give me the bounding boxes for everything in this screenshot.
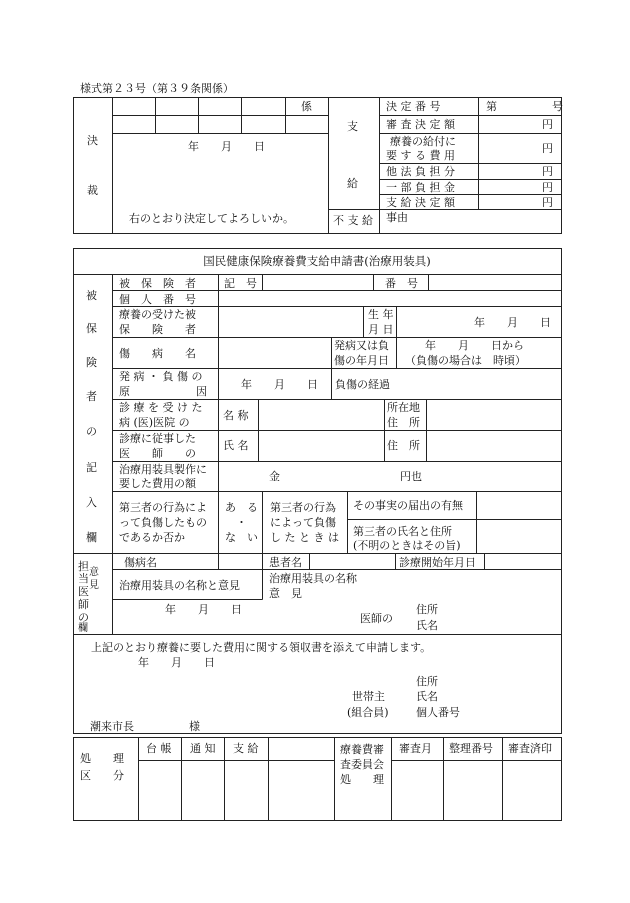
col-seiri-bangou: 整理番号 bbox=[449, 742, 493, 755]
col-shinsa-tsuki: 審査月 bbox=[399, 742, 432, 755]
bangou-label: 番 号 bbox=[385, 277, 418, 290]
ryoyo-hihokensha-2: 保 険 者 bbox=[119, 323, 196, 336]
shikyu-label-2: 給 bbox=[347, 177, 358, 190]
doctor-side-4: 師 bbox=[78, 598, 89, 611]
shikyu-label-1: 支 bbox=[347, 120, 358, 133]
cause-label-1: 発 病 ・ 負 傷 の bbox=[119, 370, 203, 383]
hiyo-label-1: 治療用装具製作に bbox=[119, 463, 207, 476]
col-shikyu: 支 給 bbox=[233, 742, 259, 755]
ryoyo-hihokensha-1: 療養の受けた被 bbox=[119, 308, 196, 321]
kumiai-label: (組合員) bbox=[347, 706, 389, 719]
shinsa-label-1: 療養費審 bbox=[340, 743, 384, 756]
keika-label: 負傷の経過 bbox=[335, 378, 390, 391]
kin-label: 金 bbox=[269, 470, 280, 483]
shikyu-kettei-label: 支 給 決 定 額 bbox=[386, 196, 455, 209]
birth-label-1: 生 年 bbox=[368, 308, 394, 321]
ichibu-yen: 円 bbox=[542, 181, 553, 194]
doctor-shimei: 氏名 bbox=[416, 619, 438, 632]
fushikyu-label: 不 支 給 bbox=[333, 214, 373, 227]
col-tsuchi: 通 知 bbox=[190, 742, 216, 755]
side-label-4: 者 bbox=[86, 390, 97, 403]
shobyo-label: 傷 病 名 bbox=[119, 347, 196, 360]
shinsa-gaku-label: 審 査 決 定 額 bbox=[386, 118, 455, 131]
kakari-label: 係 bbox=[301, 100, 312, 113]
shikyu-kettei-yen: 円 bbox=[542, 196, 553, 209]
shinsa-gaku-yen: 円 bbox=[542, 118, 553, 131]
tahou-yen: 円 bbox=[542, 165, 553, 178]
shinsa-label-3: 処 理 bbox=[340, 773, 384, 786]
onset-label-2: 傷の年月日 bbox=[334, 354, 389, 367]
kojin-bangou-label: 個 人 番 号 bbox=[119, 293, 196, 306]
setainushi-label: 世帯主 bbox=[352, 690, 385, 703]
kigou-label: 記 号 bbox=[224, 277, 257, 290]
doctor-jusho: 住所 bbox=[416, 603, 438, 616]
daisan-when-1: 第三者の行為 bbox=[270, 501, 336, 514]
onset-label-1: 発病又は負 bbox=[334, 339, 389, 352]
birth-label-2: 月 日 bbox=[368, 323, 394, 336]
hihokensha-label: 被 保 険 者 bbox=[119, 277, 196, 290]
sougu-meisho-label: 治療用装具の名称 bbox=[269, 572, 357, 585]
daisan-label-1: 第三者の行為によ bbox=[119, 501, 207, 514]
declaration-text: 上記のとおり療養に要した費用に関する領収書を添えて申請します。 bbox=[91, 641, 432, 654]
side-label-6: 記 bbox=[86, 461, 97, 474]
kessai-label-1: 決 bbox=[87, 134, 98, 147]
side-label-5: の bbox=[86, 425, 97, 438]
start-date-label: 診療開始年月日 bbox=[399, 556, 476, 569]
col-shinsa-zumi: 審査済印 bbox=[508, 742, 552, 755]
ishi-jusho-label: 住 所 bbox=[387, 439, 420, 452]
cause-label-2: 原 因 bbox=[119, 385, 207, 398]
side-label-7: 入 bbox=[86, 496, 97, 509]
kessai-approve-text: 右のとおり決定してよろしいか。 bbox=[129, 212, 294, 225]
form-number: 様式第２３号（第３９条関係） bbox=[80, 82, 234, 95]
side-label-8: 欄 bbox=[86, 531, 97, 544]
shori-label-2: 区 分 bbox=[80, 769, 124, 782]
doctor-side-2: 当 bbox=[78, 572, 89, 585]
ishi-no-label: 医師の bbox=[360, 612, 393, 625]
daisan-when-2: によって負傷 bbox=[270, 516, 336, 529]
ryoyo-hiyo-label-2: 要 す る 費 用 bbox=[386, 149, 455, 162]
shori-label-1: 処 理 bbox=[80, 752, 124, 765]
sougu-iken-label: 治療用装具の名称と意見 bbox=[119, 579, 240, 592]
ishi-shimei-label: 氏 名 bbox=[223, 439, 249, 452]
cause-date: 年 月 日 bbox=[241, 378, 318, 391]
iken-label: 意 見 bbox=[269, 587, 302, 600]
byoin-label-1: 診 療 を 受 け た bbox=[119, 401, 203, 414]
ichibu-label: 一 部 負 担 金 bbox=[386, 181, 455, 194]
doctor-side-1: 担 bbox=[78, 560, 89, 573]
ryoyo-hiyo-label-1: 療養の給付に bbox=[390, 135, 456, 148]
shozaichi-label-2: 住 所 bbox=[387, 416, 420, 429]
doctor-date: 年 月 日 bbox=[165, 603, 242, 616]
byoin-label-2: 病 (医)医院 の bbox=[119, 416, 190, 429]
daisan-label-2: って負傷したもの bbox=[119, 516, 207, 529]
kettei-bangou-value: 第 号 bbox=[486, 100, 563, 113]
onset-value-1: 年 月 日から bbox=[425, 339, 524, 352]
declaration-jusho: 住所 bbox=[416, 675, 438, 688]
doctor-side-extra: 意見 bbox=[89, 567, 99, 591]
jiyu-label: 事由 bbox=[386, 211, 408, 224]
col-daicho: 台 帳 bbox=[146, 742, 172, 755]
declaration-kojin: 個人番号 bbox=[416, 706, 460, 719]
side-label-2: 保 bbox=[86, 322, 97, 335]
declaration-shimei: 氏名 bbox=[416, 690, 438, 703]
todoke-label: その事実の届出の有無 bbox=[353, 499, 463, 512]
kanja-label: 患者名 bbox=[269, 556, 302, 569]
doctor-side-5: の bbox=[78, 611, 89, 624]
byoin-meisho-label: 名 称 bbox=[223, 409, 249, 422]
declaration-date: 年 月 日 bbox=[138, 656, 215, 669]
shozaichi-label-1: 所在地 bbox=[387, 401, 420, 414]
application-title: 国民健康保険療養費支給申請書(治療用装具) bbox=[203, 254, 431, 268]
onset-value-2: （負傷の場合は 時頃） bbox=[405, 354, 526, 367]
hiyo-label-2: 要した費用の額 bbox=[119, 477, 196, 490]
daisan-name-label-1: 第三者の氏名と住所 bbox=[353, 525, 452, 538]
enya-label: 円也 bbox=[400, 470, 422, 483]
mayor-addressee: 潮来市長 様 bbox=[90, 720, 200, 733]
daisan-label-3: であるか否か bbox=[119, 531, 185, 544]
shinsa-label-2: 査委員会 bbox=[340, 758, 384, 771]
byomei-label: 傷病名 bbox=[124, 556, 157, 569]
ryoyo-hiyo-yen: 円 bbox=[542, 142, 553, 155]
birth-date: 年 月 日 bbox=[474, 316, 551, 329]
doctor-side-6: 欄 bbox=[78, 623, 88, 634]
side-label-1: 被 bbox=[86, 289, 97, 302]
ishi-label-2: 医 師 の bbox=[119, 447, 196, 460]
kessai-date: 年 月 日 bbox=[188, 140, 265, 153]
kessai-label-2: 裁 bbox=[87, 184, 98, 197]
daisan-name-label-2: (不明のときはその旨) bbox=[353, 539, 461, 552]
kettei-bangou-label: 決 定 番 号 bbox=[386, 100, 441, 113]
side-label-3: 険 bbox=[86, 356, 97, 369]
ishi-label-1: 診療に従事した bbox=[119, 432, 196, 445]
nai-option: な い bbox=[225, 531, 258, 544]
dot-separator: ・ bbox=[236, 516, 247, 529]
doctor-side-3: 医 bbox=[78, 585, 89, 598]
aru-option: あ る bbox=[225, 501, 258, 514]
tahou-label: 他 法 負 担 分 bbox=[386, 165, 455, 178]
daisan-when-3: し た と き は bbox=[270, 531, 339, 544]
